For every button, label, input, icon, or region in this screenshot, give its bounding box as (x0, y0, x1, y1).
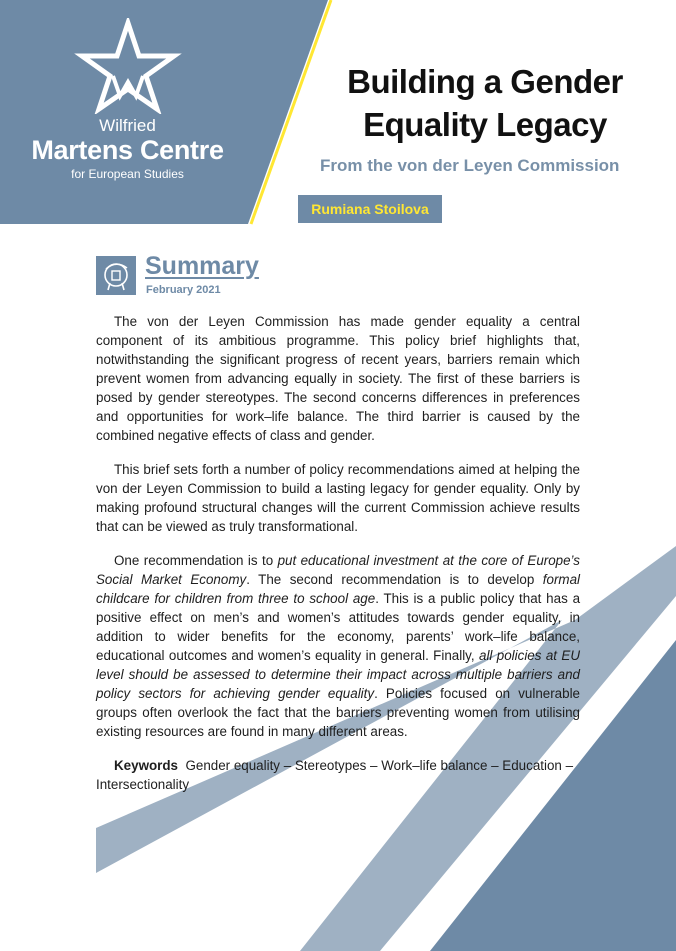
title-line-2: Equality Legacy (363, 106, 607, 143)
paragraph-3-emphasis-3: all policies at EU level should be assessed to determine their impact across multiple barriers and policy sectors for achieving gender equality (96, 648, 580, 701)
paragraph-3-text-1: One recommendation is to (114, 553, 278, 568)
summary-date: February 2021 (146, 284, 221, 296)
paragraph-3-text-4: . Policies focused on vulnerable groups often overlook the fact that the barriers preventing women from utilising existing resources are found in many different areas. (96, 686, 580, 739)
logo-text-wilfried: Wilfried (99, 116, 156, 135)
logo-text-martens-centre: Martens Centre (31, 135, 224, 165)
martens-centre-logo (20, 18, 235, 181)
paragraph-2: This brief sets forth a number of policy recommendations aimed at helping the von der Leyen Commission to build a lasting legacy for gender equality. Only by making profound structural changes will the current Commission achieve results that can be viewed as truly transformational. (96, 462, 580, 534)
paragraph-3-text-3: . This is a public policy that has a positive effect on men’s and women’s attitudes towards gender equality, in addition to wider benefits for the economy, parents’ work–life balance, educational outcomes and women’s equality in general. Finally, (96, 591, 581, 663)
document-title (300, 60, 670, 146)
summary-heading: Summary (145, 252, 259, 280)
logo-text-european-studies: for European Studies (71, 167, 184, 181)
paragraph-3-emphasis-1: put educational investment at the core of Europe’s Social Market Economy (96, 553, 580, 587)
paragraph-3-text-2: . The second recommendation is to develop (246, 572, 543, 587)
star-icon (73, 18, 183, 114)
summary-body (96, 312, 580, 809)
paragraph-3 (96, 551, 580, 741)
keywords-line (96, 756, 580, 794)
title-line-1: Building a Gender (347, 63, 623, 100)
document-subtitle: From the von der Leyen Commission (320, 156, 620, 175)
summary-symbol-icon (96, 256, 136, 295)
paragraph-1: The von der Leyen Commission has made gender equality a central component of its ambitious programme. This policy brief highlights that, notwithstanding the significant progress of recent years, barriers remain which prevent women from advancing equally in society. The first of these barriers is posed by gender stereotypes. The second concerns differences in preferences and opportunities for work–life balance. The third barrier is caused by the combined negative effects of class and gender. (96, 314, 580, 443)
keywords-label: Keywords (114, 758, 178, 773)
author-tag: Rumiana Stoilova (298, 195, 442, 223)
paragraph-3-emphasis-2: formal childcare for children from three to school age (96, 572, 580, 606)
keywords-text: Gender equality – Stereotypes – Work–life balance – Education – Intersectionality (96, 758, 574, 792)
